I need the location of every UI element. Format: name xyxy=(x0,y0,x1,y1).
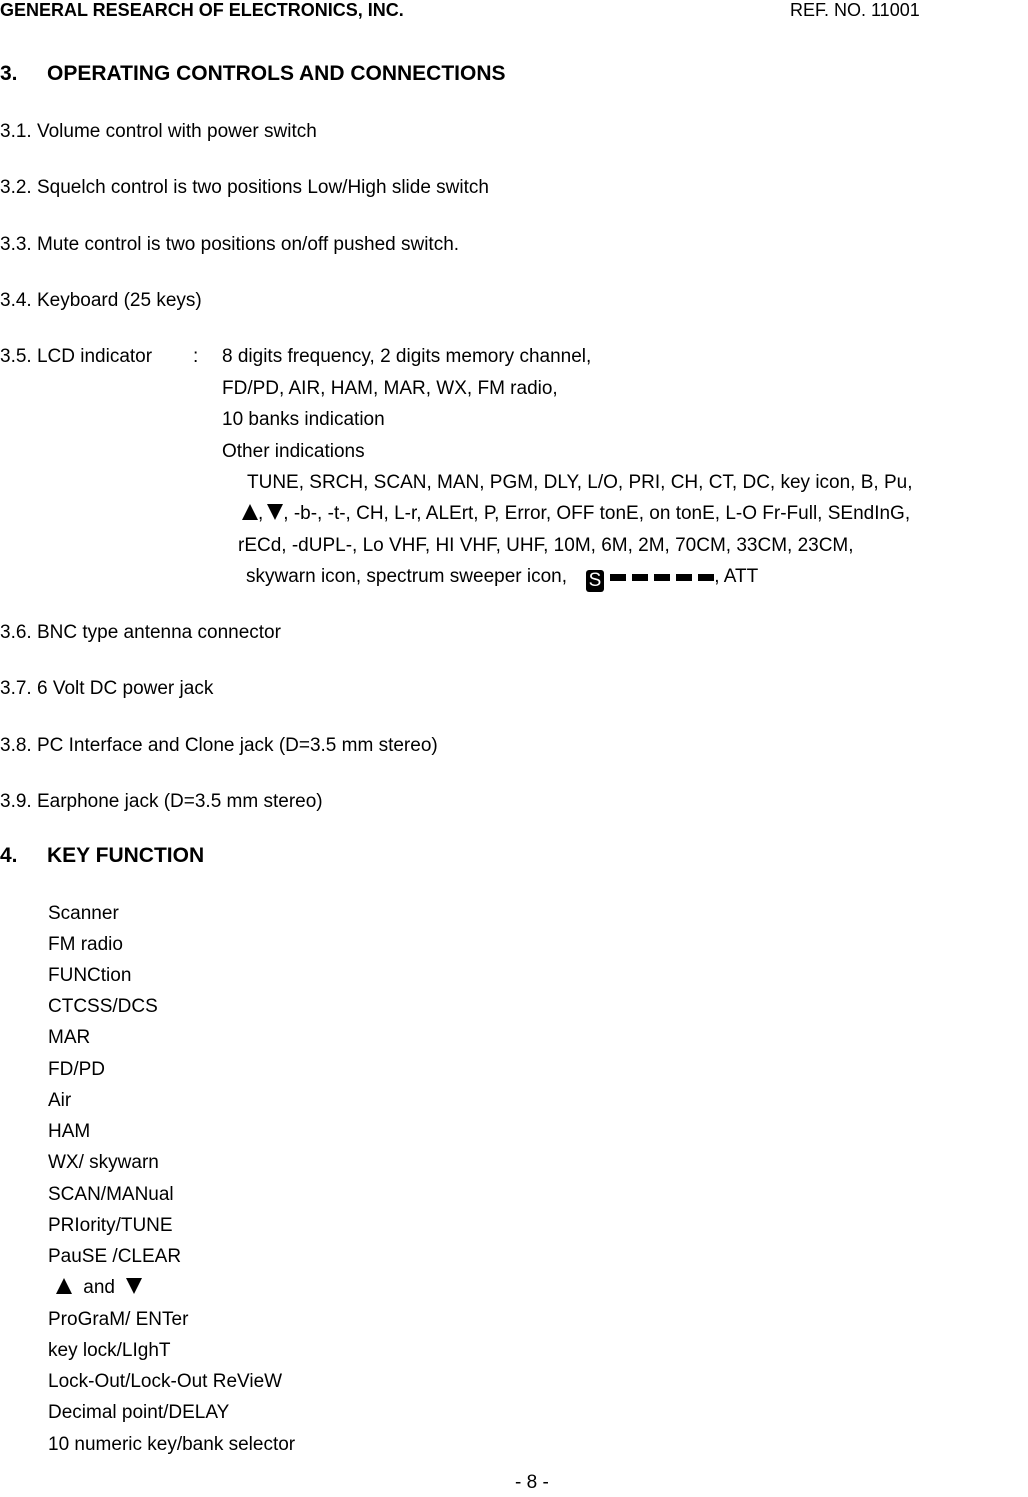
lcd-line-8-end: , ATT xyxy=(714,566,759,587)
key-pause-clear: PauSE /CLEAR xyxy=(48,1246,182,1267)
item-3-7: 3.7. 6 Volt DC power jack xyxy=(0,678,214,699)
item-3-5: 3.5. LCD indicator xyxy=(0,346,153,367)
key-scanner: Scanner xyxy=(48,903,119,924)
up-arrow-icon xyxy=(56,1278,72,1294)
key-numeric-bank: 10 numeric key/bank selector xyxy=(48,1434,296,1455)
section-3-title: OPERATING CONTROLS AND CONNECTIONS xyxy=(47,62,506,85)
key-decimal-delay: Decimal point/DELAY xyxy=(48,1402,230,1423)
key-fm-radio: FM radio xyxy=(48,934,123,955)
key-wx-skywarn: WX/ skywarn xyxy=(48,1152,159,1173)
key-fd-pd: FD/PD xyxy=(48,1059,105,1080)
lcd-line-3: 10 banks indication xyxy=(222,409,385,430)
item-3-2: 3.2. Squelch control is two positions Low/High slide switch xyxy=(0,177,489,198)
lcd-line-6-text: , -b-, -t-, CH, L-r, ALErt, P, Error, OFF tonE, on tonE, L-O Fr-Full, SEndInG, xyxy=(283,503,911,524)
key-program-enter: ProGraM/ ENTer xyxy=(48,1309,189,1330)
up-arrow-icon xyxy=(242,504,258,520)
down-arrow-icon xyxy=(126,1278,142,1294)
item-3-4: 3.4. Keyboard (25 keys) xyxy=(0,290,202,311)
item-3-1: 3.1. Volume control with power switch xyxy=(0,121,317,142)
lcd-line-5: TUNE, SRCH, SCAN, MAN, PGM, DLY, L/O, PRI, CH, CT, DC, key icon, B, Pu, xyxy=(247,472,913,493)
key-mar: MAR xyxy=(48,1027,91,1048)
lcd-line-7: rECd, -dUPL-, Lo VHF, HI VHF, UHF, 10M, 6M, 2M, 70CM, 33CM, 23CM, xyxy=(238,535,854,556)
lcd-line-8 xyxy=(246,566,758,592)
s-meter-bar-icon xyxy=(610,574,626,581)
lcd-line-1: 8 digits frequency, 2 digits memory channel, xyxy=(222,346,592,367)
down-arrow-icon xyxy=(267,504,283,520)
lcd-line-2: FD/PD, AIR, HAM, MAR, WX, FM radio, xyxy=(222,378,558,399)
s-meter-bar-icon xyxy=(698,574,714,581)
key-up-down xyxy=(56,1277,142,1299)
item-3-8: 3.8. PC Interface and Clone jack (D=3.5 mm stereo) xyxy=(0,735,438,756)
key-up-down-and: and xyxy=(83,1277,115,1298)
reference-number: REF. NO. 11001 xyxy=(790,0,920,20)
key-ham: HAM xyxy=(48,1121,91,1142)
item-3-6: 3.6. BNC type antenna connector xyxy=(0,622,281,643)
s-meter-bar-icon xyxy=(632,574,648,581)
section-3-number: 3. xyxy=(0,62,18,85)
item-3-3: 3.3. Mute control is two positions on/off pushed switch. xyxy=(0,234,460,255)
s-meter-bar-icon xyxy=(654,574,670,581)
lcd-line-8-text: skywarn icon, spectrum sweeper icon, xyxy=(246,566,568,587)
s-meter-bar-icon xyxy=(676,574,692,581)
item-3-9: 3.9. Earphone jack (D=3.5 mm stereo) xyxy=(0,791,323,812)
key-air: Air xyxy=(48,1090,72,1111)
lcd-line-6 xyxy=(242,503,910,525)
key-ctcss-dcs: CTCSS/DCS xyxy=(48,996,158,1017)
lcd-line-4: Other indications xyxy=(222,441,365,462)
section-4-title: KEY FUNCTION xyxy=(47,844,205,867)
company-name: GENERAL RESEARCH OF ELECTRONICS, INC. xyxy=(0,0,404,20)
key-scan-manual: SCAN/MANual xyxy=(48,1184,174,1205)
key-priority-tune: PRIority/TUNE xyxy=(48,1215,173,1236)
lcd-line-6-sep: , xyxy=(258,503,264,524)
key-function: FUNCtion xyxy=(48,965,132,986)
key-lock-light: key lock/LIghT xyxy=(48,1340,171,1361)
page-number: - 8 - xyxy=(515,1472,549,1493)
s-meter-icon: S xyxy=(586,570,605,592)
key-lockout-review: Lock-Out/Lock-Out ReVieW xyxy=(48,1371,283,1392)
lcd-colon: : xyxy=(193,346,199,367)
section-4-number: 4. xyxy=(0,844,18,867)
